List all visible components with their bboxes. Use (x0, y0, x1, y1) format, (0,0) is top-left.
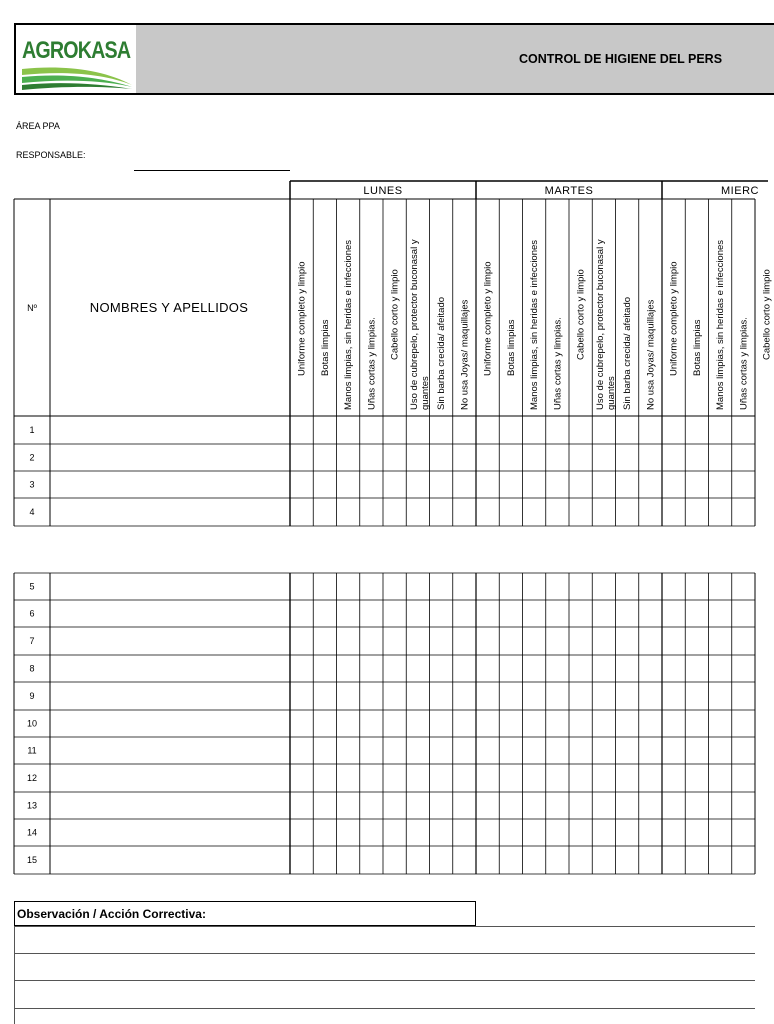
criteria-label: Uso de cubrepelo, protector buconasal y (594, 239, 606, 410)
criteria-label: Uniforme completo y limpio (296, 261, 308, 376)
criteria-label: Uñas cortas y limpias. (738, 317, 750, 410)
row-number: 5 (29, 581, 35, 592)
observation-line[interactable] (14, 953, 755, 954)
row-number: 2 (29, 452, 35, 463)
row-number: 7 (29, 636, 35, 646)
logo-text: AGROKASA (22, 37, 131, 64)
observation-line[interactable] (14, 980, 755, 981)
criteria-label: Sin barba crecida/ afeitado (622, 296, 633, 410)
number-column-header: Nº (27, 303, 37, 313)
criteria-label: Cabello corto y limpio (389, 269, 401, 360)
criteria-label: Sin barba crecida/ afeitado (436, 296, 447, 410)
criteria-label: No usa Joyas/ maquillajes (645, 299, 657, 410)
names-column-header: NOMBRES Y APELLIDOS (89, 300, 249, 315)
row-number: 11 (27, 745, 37, 756)
criteria-label: Botas limpias (505, 319, 517, 376)
area-label: ÁREA PPA (16, 121, 60, 131)
criteria-label: Cabello corto y limpio (575, 269, 587, 360)
observation-line[interactable] (14, 926, 755, 927)
row-number: 14 (26, 827, 38, 838)
criteria-label: Uniforme completo y limpio (482, 261, 494, 376)
form-title: CONTROL DE HIGIENE DEL PERS (519, 52, 723, 66)
criteria-label: Uso de cubrepelo, protector buconasal y (408, 239, 420, 410)
observation-box (14, 901, 476, 926)
criteria-label: Botas limpias (691, 319, 703, 376)
observation-line[interactable] (14, 1008, 755, 1009)
observation-label: Observación / Acción Correctiva: (17, 907, 206, 921)
criteria-label: Manos limpias, sin heridas e infecciones (343, 239, 354, 410)
criteria-label: guantes (605, 376, 617, 410)
criteria-label: Uniforme completo y limpio (668, 261, 680, 376)
row-number: 1 (29, 425, 35, 435)
criteria-label: guantes (419, 376, 431, 410)
criteria-label: Cabello corto y limpio (761, 269, 773, 360)
criteria-label: Uñas cortas y limpias. (552, 317, 564, 410)
day-label-martes: MARTES (544, 185, 594, 197)
day-label-lunes: LUNES (363, 185, 403, 197)
row-number: 4 (29, 507, 35, 517)
observation-left-border (14, 926, 15, 1024)
criteria-label: Botas limpias (319, 319, 331, 376)
criteria-label: Manos limpias, sin heridas e infecciones (715, 239, 726, 410)
criteria-label: Manos limpias, sin heridas e infecciones (529, 239, 540, 410)
row-number: 12 (26, 773, 38, 783)
row-number: 10 (26, 718, 38, 729)
row-number: 13 (26, 800, 38, 811)
day-label-mierc: MIERC (721, 185, 759, 197)
row-number: 9 (29, 691, 35, 701)
row-number: 6 (29, 608, 35, 619)
row-number: 8 (29, 663, 35, 674)
criteria-label: Uñas cortas y limpias. (366, 317, 378, 410)
row-number: 15 (26, 855, 38, 865)
row-number: 3 (29, 479, 35, 490)
responsable-label: RESPONSABLE: (16, 150, 86, 160)
criteria-label: No usa Joyas/ maquillajes (459, 299, 471, 410)
